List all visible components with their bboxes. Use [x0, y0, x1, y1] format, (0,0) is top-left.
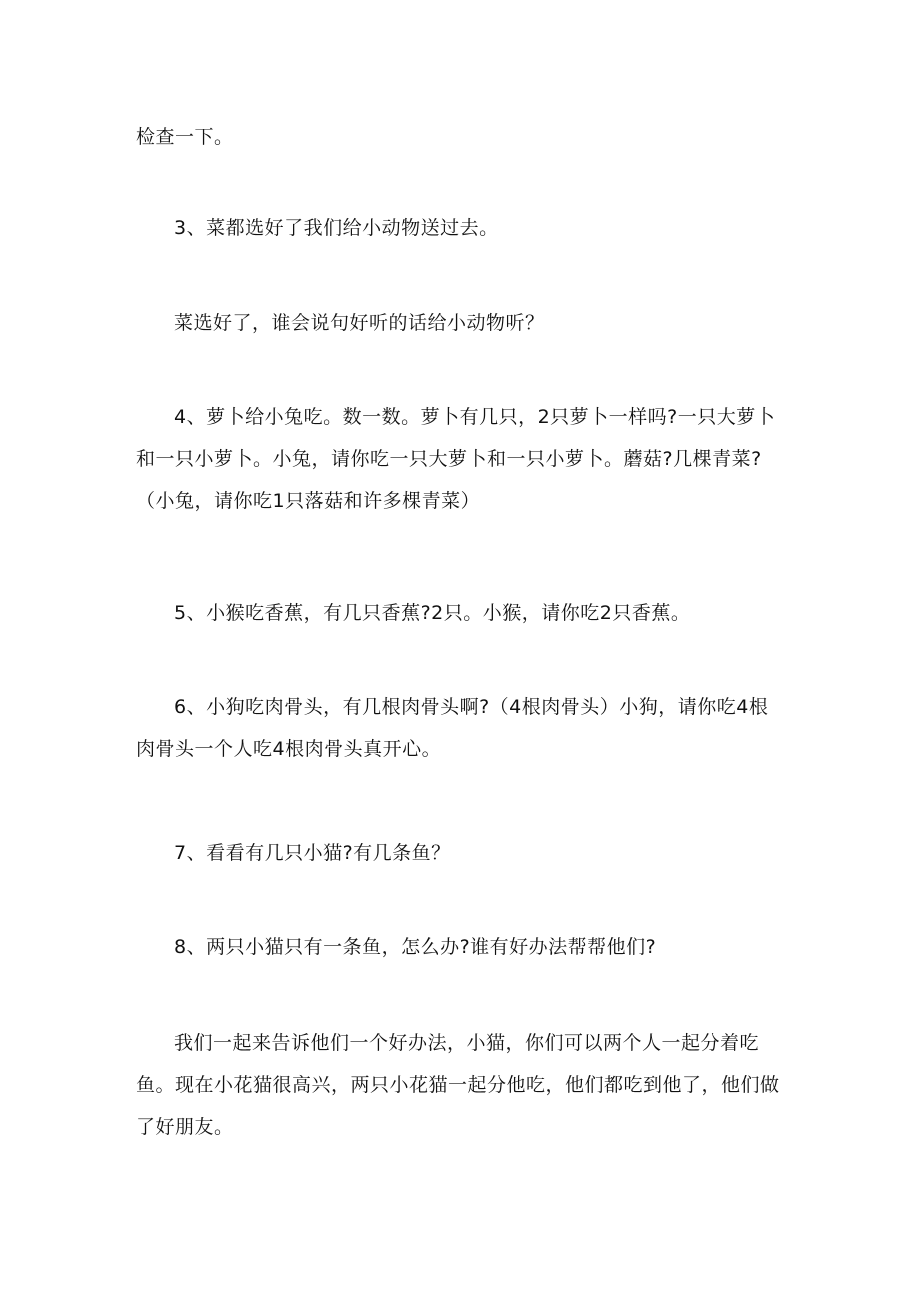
paragraph-conclusion-line-3: 了好朋友。: [136, 1116, 234, 1138]
paragraph-step-6: [136, 686, 796, 770]
paragraph-1: [136, 116, 796, 158]
paragraph-step-8-line-1: 8、两只小猫只有一条鱼，怎么办?谁有好办法帮帮他们?: [174, 936, 657, 958]
paragraph-conclusion-line-1: 我们一起来告诉他们一个好办法，小猫，你们可以两个人一起分着吃: [174, 1032, 760, 1054]
paragraph-conclusion-line-2: 鱼。现在小花猫很高兴，两只小花猫一起分他吃，他们都吃到他了，他们做: [136, 1074, 780, 1096]
paragraph-step-4-line-3: （小兔，请你吃1只落菇和许多棵青菜）: [136, 490, 481, 512]
paragraph-step-4-line-2: 和一只小萝卜。小兔，请你吃一只大萝卜和一只小萝卜。蘑菇?几棵青菜?: [136, 448, 762, 470]
paragraph-step-3-line-1: 3、菜都选好了我们给小动物送过去。: [174, 217, 499, 239]
paragraph-question-line-1: 菜选好了，谁会说句好听的话给小动物听？: [174, 312, 545, 334]
paragraph-step-7-line-1: 7、看看有几只小猫?有几条鱼？: [174, 842, 451, 864]
paragraph-step-3: [136, 207, 796, 249]
paragraph-1-line-1: 检查一下。: [136, 126, 234, 148]
paragraph-question: [136, 302, 796, 344]
paragraph-step-5-line-1: 5、小猴吃香蕉，有几只香蕉?2只。小猴，请你吃2只香蕉。: [174, 602, 691, 624]
paragraph-step-4-line-1: 4、萝卜给小兔吃。数一数。萝卜有几只，2只萝卜一样吗?一只大萝卜: [174, 406, 776, 428]
paragraph-step-5: [136, 592, 796, 634]
paragraph-step-6-line-2: 肉骨头一个人吃4根肉骨头真开心。: [136, 738, 442, 760]
paragraph-step-8: [136, 926, 796, 968]
paragraph-step-6-line-1: 6、小狗吃肉骨头，有几根肉骨头啊?（4根肉骨头）小狗，请你吃4根: [174, 696, 769, 718]
paragraph-step-4: [136, 396, 796, 522]
paragraph-conclusion: [136, 1022, 796, 1148]
paragraph-step-7: [136, 832, 796, 874]
